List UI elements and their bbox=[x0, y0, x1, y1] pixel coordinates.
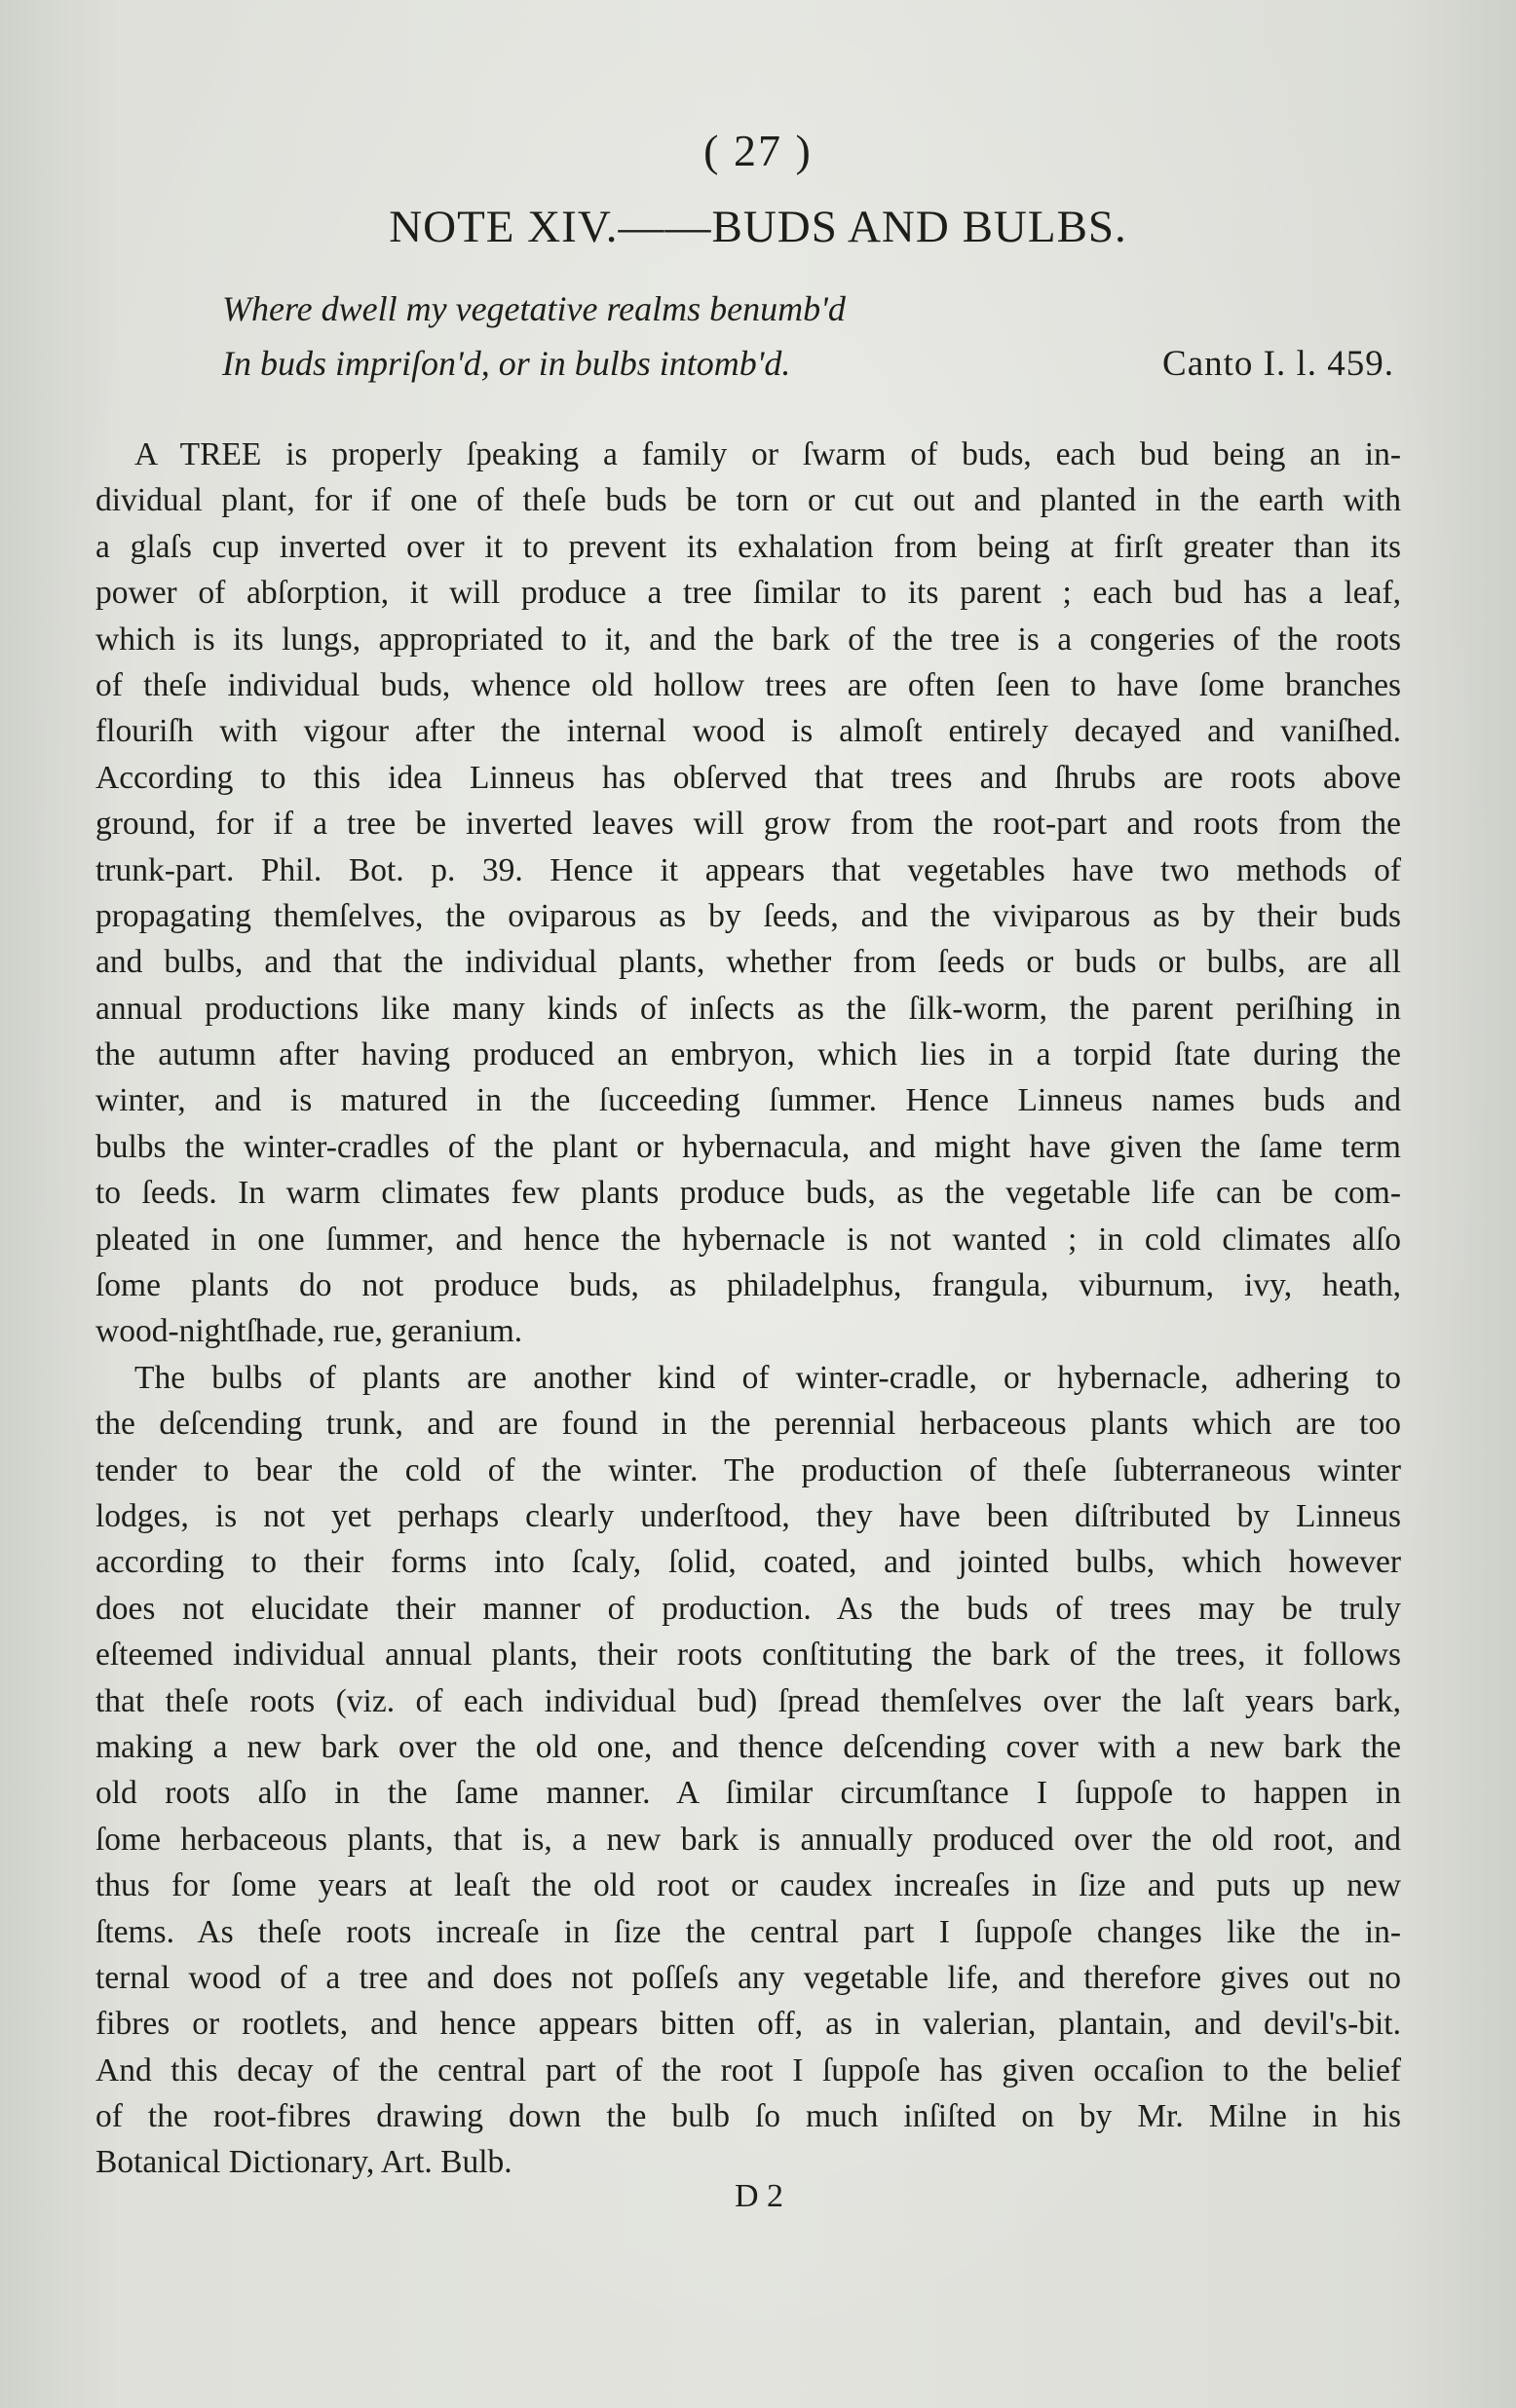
body-line: which is its lungs, appropriated to it, and the bark of the tree is a congeries of the roots bbox=[95, 621, 1401, 658]
body-line: thus for ſome years at leaſt the old root or caudex increaſes in ſize and puts up new bbox=[95, 1867, 1401, 1904]
body-line: wood-nightſhade, rue, geranium. bbox=[95, 1313, 523, 1350]
body-line: flouriſh with vigour after the internal wood is almoſt entirely decayed and vaniſhed. bbox=[95, 713, 1401, 750]
body-line: and bulbs, and that the individual plants, whether from ſeeds or buds or bulbs, are all bbox=[95, 944, 1401, 981]
body-line: according to their forms into ſcaly, ſolid, coated, and jointed bulbs, which however bbox=[95, 1544, 1401, 1581]
body-line: ternal wood of a tree and does not poſſeſs any vegetable life, and therefore gives out no bbox=[95, 1959, 1401, 1996]
body-line: ground, for if a tree be inverted leaves will grow from the root-part and roots from the bbox=[95, 806, 1401, 843]
body-line: annual productions like many kinds of inſects as the ſilk-worm, the parent periſhing in bbox=[95, 990, 1401, 1027]
body-line: dividual plant, for if one of theſe buds be torn or cut out and planted in the earth with bbox=[95, 482, 1401, 519]
body-line: tender to bear the cold of the winter. The production of theſe ſubterraneous winter bbox=[95, 1451, 1401, 1488]
body-line: eſteemed individual annual plants, their roots conſtituting the bark of the trees, it follows bbox=[95, 1637, 1401, 1674]
body-line: lodges, is not yet perhaps clearly underſtood, they have been diſtributed by Linneus bbox=[95, 1497, 1401, 1534]
body-line: does not elucidate their manner of production. As the buds of trees may be truly bbox=[95, 1590, 1401, 1627]
note-title: NOTE XIV.——BUDS AND BULBS. bbox=[389, 202, 1127, 252]
body-line: Botanical Dictionary, Art. Bulb. bbox=[95, 2144, 512, 2181]
body-line: fibres or rootlets, and hence appears bitten off, as in valerian, plantain, and devil's-bit. bbox=[95, 2006, 1401, 2043]
body-line: A TREE is properly ſpeaking a family or ſwarm of buds, each bud being an in- bbox=[134, 436, 1401, 472]
body-line: ſome plants do not produce buds, as philadelphus, frangula, viburnum, ivy, heath, bbox=[95, 1267, 1401, 1304]
page-number: ( 27 ) bbox=[703, 126, 813, 175]
body-line: old roots alſo in the ſame manner. A ſimilar circumſtance I ſuppoſe to happen in bbox=[95, 1775, 1401, 1812]
body-line: propagating themſelves, the oviparous as by ſeeds, and the viviparous as by their buds bbox=[95, 897, 1401, 934]
body-line: ſome herbaceous plants, that is, a new bark is annually produced over the old root, and bbox=[95, 1821, 1401, 1858]
body-line: pleated in one ſummer, and hence the hybernacle is not wanted ; in cold climates alſo bbox=[95, 1221, 1401, 1258]
body-line: And this decay of the central part of the root I ſuppoſe has given occaſion to the belief bbox=[95, 2051, 1401, 2088]
body-line: making a new bark over the old one, and thence deſcending cover with a new bark the bbox=[95, 1728, 1401, 1765]
body-line: of the root-fibres drawing down the bulb ſo much inſiſted on by Mr. Milne in his bbox=[95, 2098, 1401, 2135]
body-line: to ſeeds. In warm climates few plants produce buds, as the vegetable life can be com- bbox=[95, 1175, 1401, 1212]
body-line: power of abſorption, it will produce a tree ſimilar to its parent ; each bud has a leaf, bbox=[95, 575, 1401, 612]
body-line: According to this idea Linneus has obſerved that trees and ſhrubs are roots above bbox=[95, 759, 1401, 796]
body-line: the deſcending trunk, and are found in the perennial herbaceous plants which are too bbox=[95, 1406, 1401, 1443]
body-line: winter, and is matured in the ſucceeding ſummer. Hence Linneus names buds and bbox=[95, 1082, 1401, 1119]
signature-mark: D 2 bbox=[735, 2178, 784, 2214]
verse-line-1: Where dwell my vegetative realms benumb'd bbox=[222, 289, 846, 328]
body-line: a glaſs cup inverted over it to prevent its exhalation from being at firſt greater than its bbox=[95, 528, 1401, 565]
body-line: that theſe roots (viz. of each individual bud) ſpread themſelves over the laſt years bark, bbox=[95, 1682, 1401, 1719]
body-line: ſtems. As theſe roots increaſe in ſize the central part I ſuppoſe changes like the in- bbox=[95, 1913, 1401, 1950]
body-line: of theſe individual buds, whence old hollow trees are often ſeen to have ſome branches bbox=[95, 666, 1401, 703]
note-body bbox=[95, 432, 1401, 2186]
body-line: the autumn after having produced an embryon, which lies in a torpid ſtate during the bbox=[95, 1036, 1401, 1073]
verse-line-2: In buds impriſon'd, or in bulbs intomb'd. bbox=[222, 344, 791, 383]
body-line: bulbs the winter-cradles of the plant or hybernacula, and might have given the ſame term bbox=[95, 1128, 1401, 1165]
body-line: The bulbs of plants are another kind of winter-cradle, or hybernacle, adhering to bbox=[134, 1359, 1401, 1396]
body-line: trunk-part. Phil. Bot. p. 39. Hence it appears that vegetables have two methods of bbox=[95, 851, 1401, 888]
canto-reference: Canto I. l. 459. bbox=[1162, 344, 1394, 384]
